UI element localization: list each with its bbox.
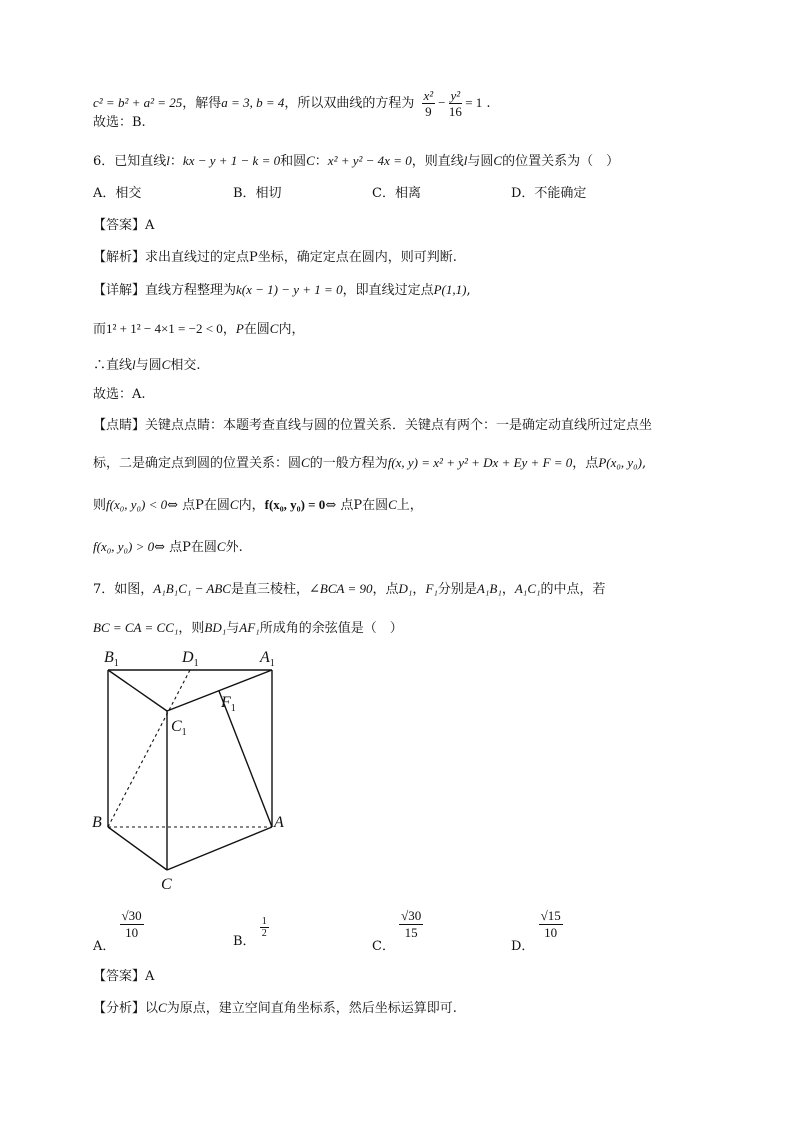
q6-analysis: 【解析】求出直线过的定点P坐标，确定定点在圆内，则可判断. [93, 250, 457, 265]
fraction-x2-9: $\frac{\text{x²}}{9}$ [423, 88, 434, 119]
label-b: B [92, 814, 102, 831]
math-c-squared: c² = b² + a² = 25 [93, 95, 183, 110]
q6-option-a: A．相交 [93, 186, 142, 201]
q6-option-b: B．相切 [233, 186, 282, 201]
label-c1: $C_1$ [171, 718, 187, 738]
hidden-segment-b-d1 [108, 670, 190, 827]
edge-b1-c1 [108, 670, 167, 711]
text: ，所以双曲线的方程为 [284, 96, 415, 111]
triangular-prism-figure [90, 645, 320, 895]
q7-option-c: C． $\frac{√30}{15}$ [372, 908, 422, 954]
question-7-stem-line2: BC = CA = CC₁，则BD₁与AF₁所成角的余弦值是（ ） [93, 620, 403, 636]
q6-tip-line2: 标，二是确定点到圆的位置关系：圆C的一般方程为f(x, y) = x² + y² + Dx + Ey + F = 0，点P(x₀, y₀), [93, 455, 647, 471]
math-ab: a = 3, b = 4 [221, 95, 285, 110]
q6-tip-line4: f(x₀, y₀) > 0⇔ 点P在圆C外. [93, 539, 243, 555]
q6-detail: 【详解】直线方程整理为k(x − 1) − y + 1 = 0，即直线过定点P(1,1), [93, 282, 471, 298]
segment-a-f1 [219, 691, 272, 827]
label-a1: $A_1$ [260, 649, 275, 669]
fraction: $\frac{√15}{10}$ [540, 908, 561, 940]
q7-option-d: D． $\frac{√15}{10}$ [511, 908, 561, 954]
q6-option-c: C．相离 [372, 186, 421, 201]
q6-tip-line1: 【点睛】关键点点睛：本题考查直线与圆的位置关系．关键点有两个：一是确定动直线所过定点坐 [93, 418, 653, 433]
fraction: $\frac{√30}{15}$ [401, 908, 422, 940]
edge-c-a [167, 827, 272, 870]
q6-detail-line3: ∴直线l与圆C相交. [93, 357, 201, 373]
label-a: A [274, 814, 284, 831]
q6-option-d: D．不能确定 [511, 186, 587, 201]
label-c: C [161, 876, 172, 893]
solution-line-hyperbola: c² = b² + a² = 25，解得a = 3, b = 4，所以双曲线的方程为 $\frac{\text{x²}}{9}$ − $\frac{\text{y²}}{16}$ = 1 . [93, 88, 491, 119]
label-d1: $D_1$ [182, 649, 199, 669]
label-f1: $F_1$ [221, 694, 236, 714]
q7-answer: 【答案】A [93, 969, 155, 984]
choose-b: 故选：B. [93, 115, 146, 130]
edge-c1-a1 [167, 670, 272, 711]
question-7-stem: 7．如图，A₁B₁C₁ − ABC是直三棱柱，∠BCA = 90，点D₁，F₁分别是A₁B₁，A₁C₁的中点，若 [93, 581, 606, 597]
label-b1: $B_1$ [104, 649, 119, 669]
q6-tip-line3: 则f(x₀, y₀) < 0⇔ 点P在圆C内，f(x₀, y₀) = 0⇔ 点P在圆C上， [93, 497, 423, 513]
text: ，解得 [182, 96, 222, 111]
q6-detail-line2: 而1² + 1² − 4×1 = −2 < 0，P在圆C内， [93, 321, 305, 337]
fraction: $\frac{√30}{10}$ [121, 908, 142, 940]
q7-analysis: 【分析】以C为原点，建立空间直角坐标系，然后坐标运算即可. [93, 1000, 457, 1016]
fraction: $\frac{1}{2}$ [261, 916, 267, 939]
edge-b-c [108, 827, 167, 870]
q6-choose: 故选：A. [93, 387, 146, 402]
q6-answer: 【答案】A [93, 218, 155, 233]
question-6-stem: 6．已知直线l：kx − y + 1 − k = 0和圆C：x² + y² − 4x = 0，则直线l与圆C的位置关系为（ ） [93, 153, 620, 169]
q7-option-a: A． $\frac{√30}{10}$ [93, 908, 142, 954]
fraction-y2-16: $\frac{\text{y²}}{16}$ [448, 88, 462, 119]
q7-option-b: B． $\frac{1}{2}$ [233, 916, 267, 949]
